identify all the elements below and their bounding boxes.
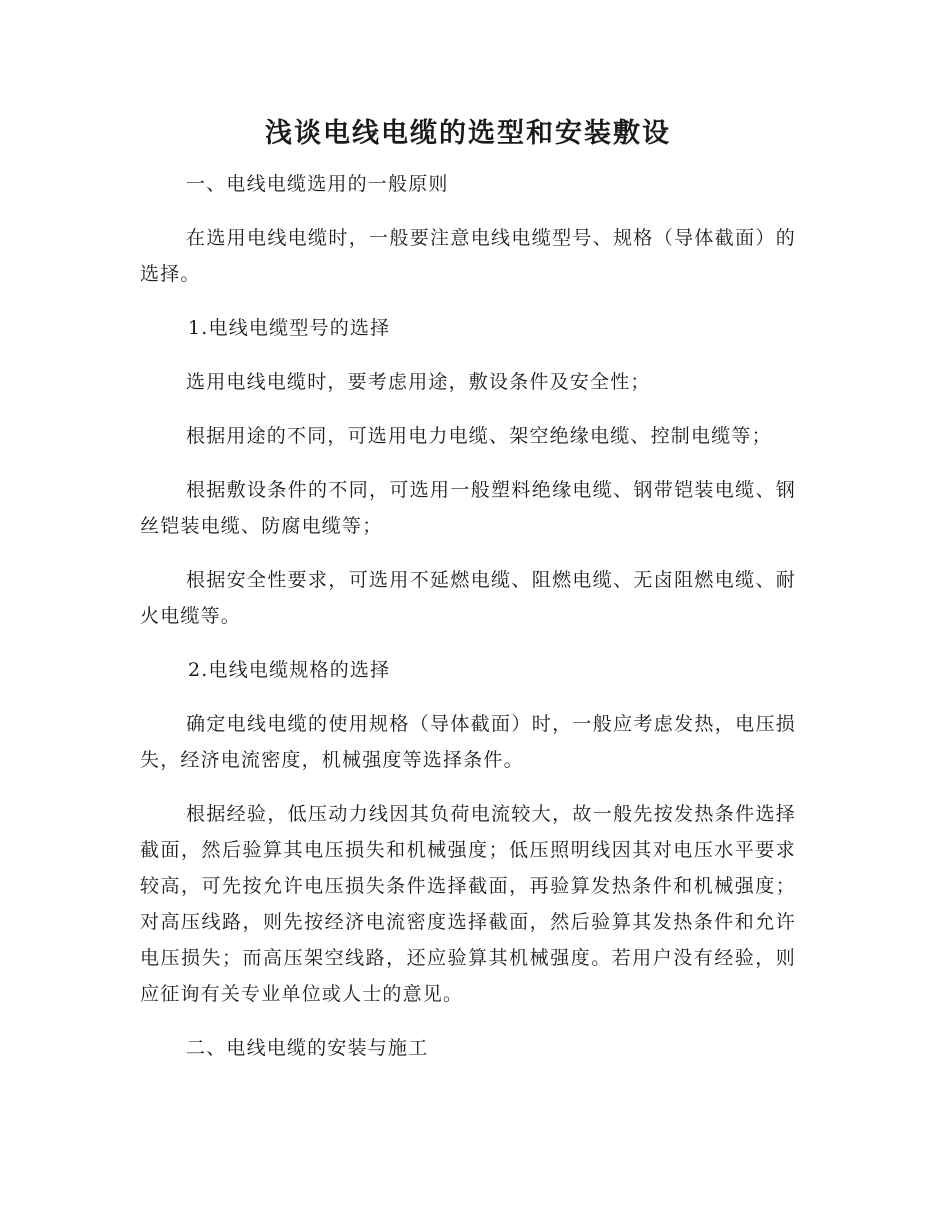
paragraph-model-considerations: 选用电线电缆时，要考虑用途，敷设条件及安全性；: [186, 371, 651, 393]
section-heading-2: 二、电线电缆的安装与施工: [186, 1037, 429, 1059]
paragraph-spec-considerations: 确定电线电缆的使用规格（导体截面）时，一般应考虑发热，电压损失，经济电流密度，机械强度等选择条件。: [140, 713, 796, 771]
paragraph-by-laying-conditions: 根据敷设条件的不同，可选用一般塑料绝缘电缆、钢带铠装电缆、钢丝铠装电缆、防腐电缆等；: [140, 479, 796, 537]
document-title: 浅谈电线电缆的选型和安装敷设: [265, 118, 671, 149]
subheading-model-selection: 1.电线电缆型号的选择: [188, 317, 391, 339]
paragraph-intro: 在选用电线电缆时，一般要注意电线电缆型号、规格（导体截面）的选择。: [140, 227, 796, 285]
section-heading-1: 一、电线电缆选用的一般原则: [186, 173, 449, 195]
paragraph-by-usage: 根据用途的不同，可选用电力电缆、架空绝缘电缆、控制电缆等；: [186, 425, 772, 447]
paragraph-experience: 根据经验，低压动力线因其负荷电流较大，故一般先按发热条件选择截面，然后验算其电压损失和机械强度；低压照明线因其对电压水平要求较高，可先按允许电压损失条件选择截面，再验算发热条件和机械强度；对高压线路，则先按经济电流密度选择截面，然后验算其发热条件和允许电压损失；而高压架空线路，还应验算其机械强度。若用户没有经验，则应征询有关专业单位或人士的意见。: [140, 803, 796, 1005]
subheading-spec-selection: 2.电线电缆规格的选择: [188, 659, 391, 681]
document-page: [140, 108, 796, 1066]
paragraph-by-safety: 根据安全性要求，可选用不延燃电缆、阻燃电缆、无卤阻燃电缆、耐火电缆等。: [140, 569, 796, 627]
